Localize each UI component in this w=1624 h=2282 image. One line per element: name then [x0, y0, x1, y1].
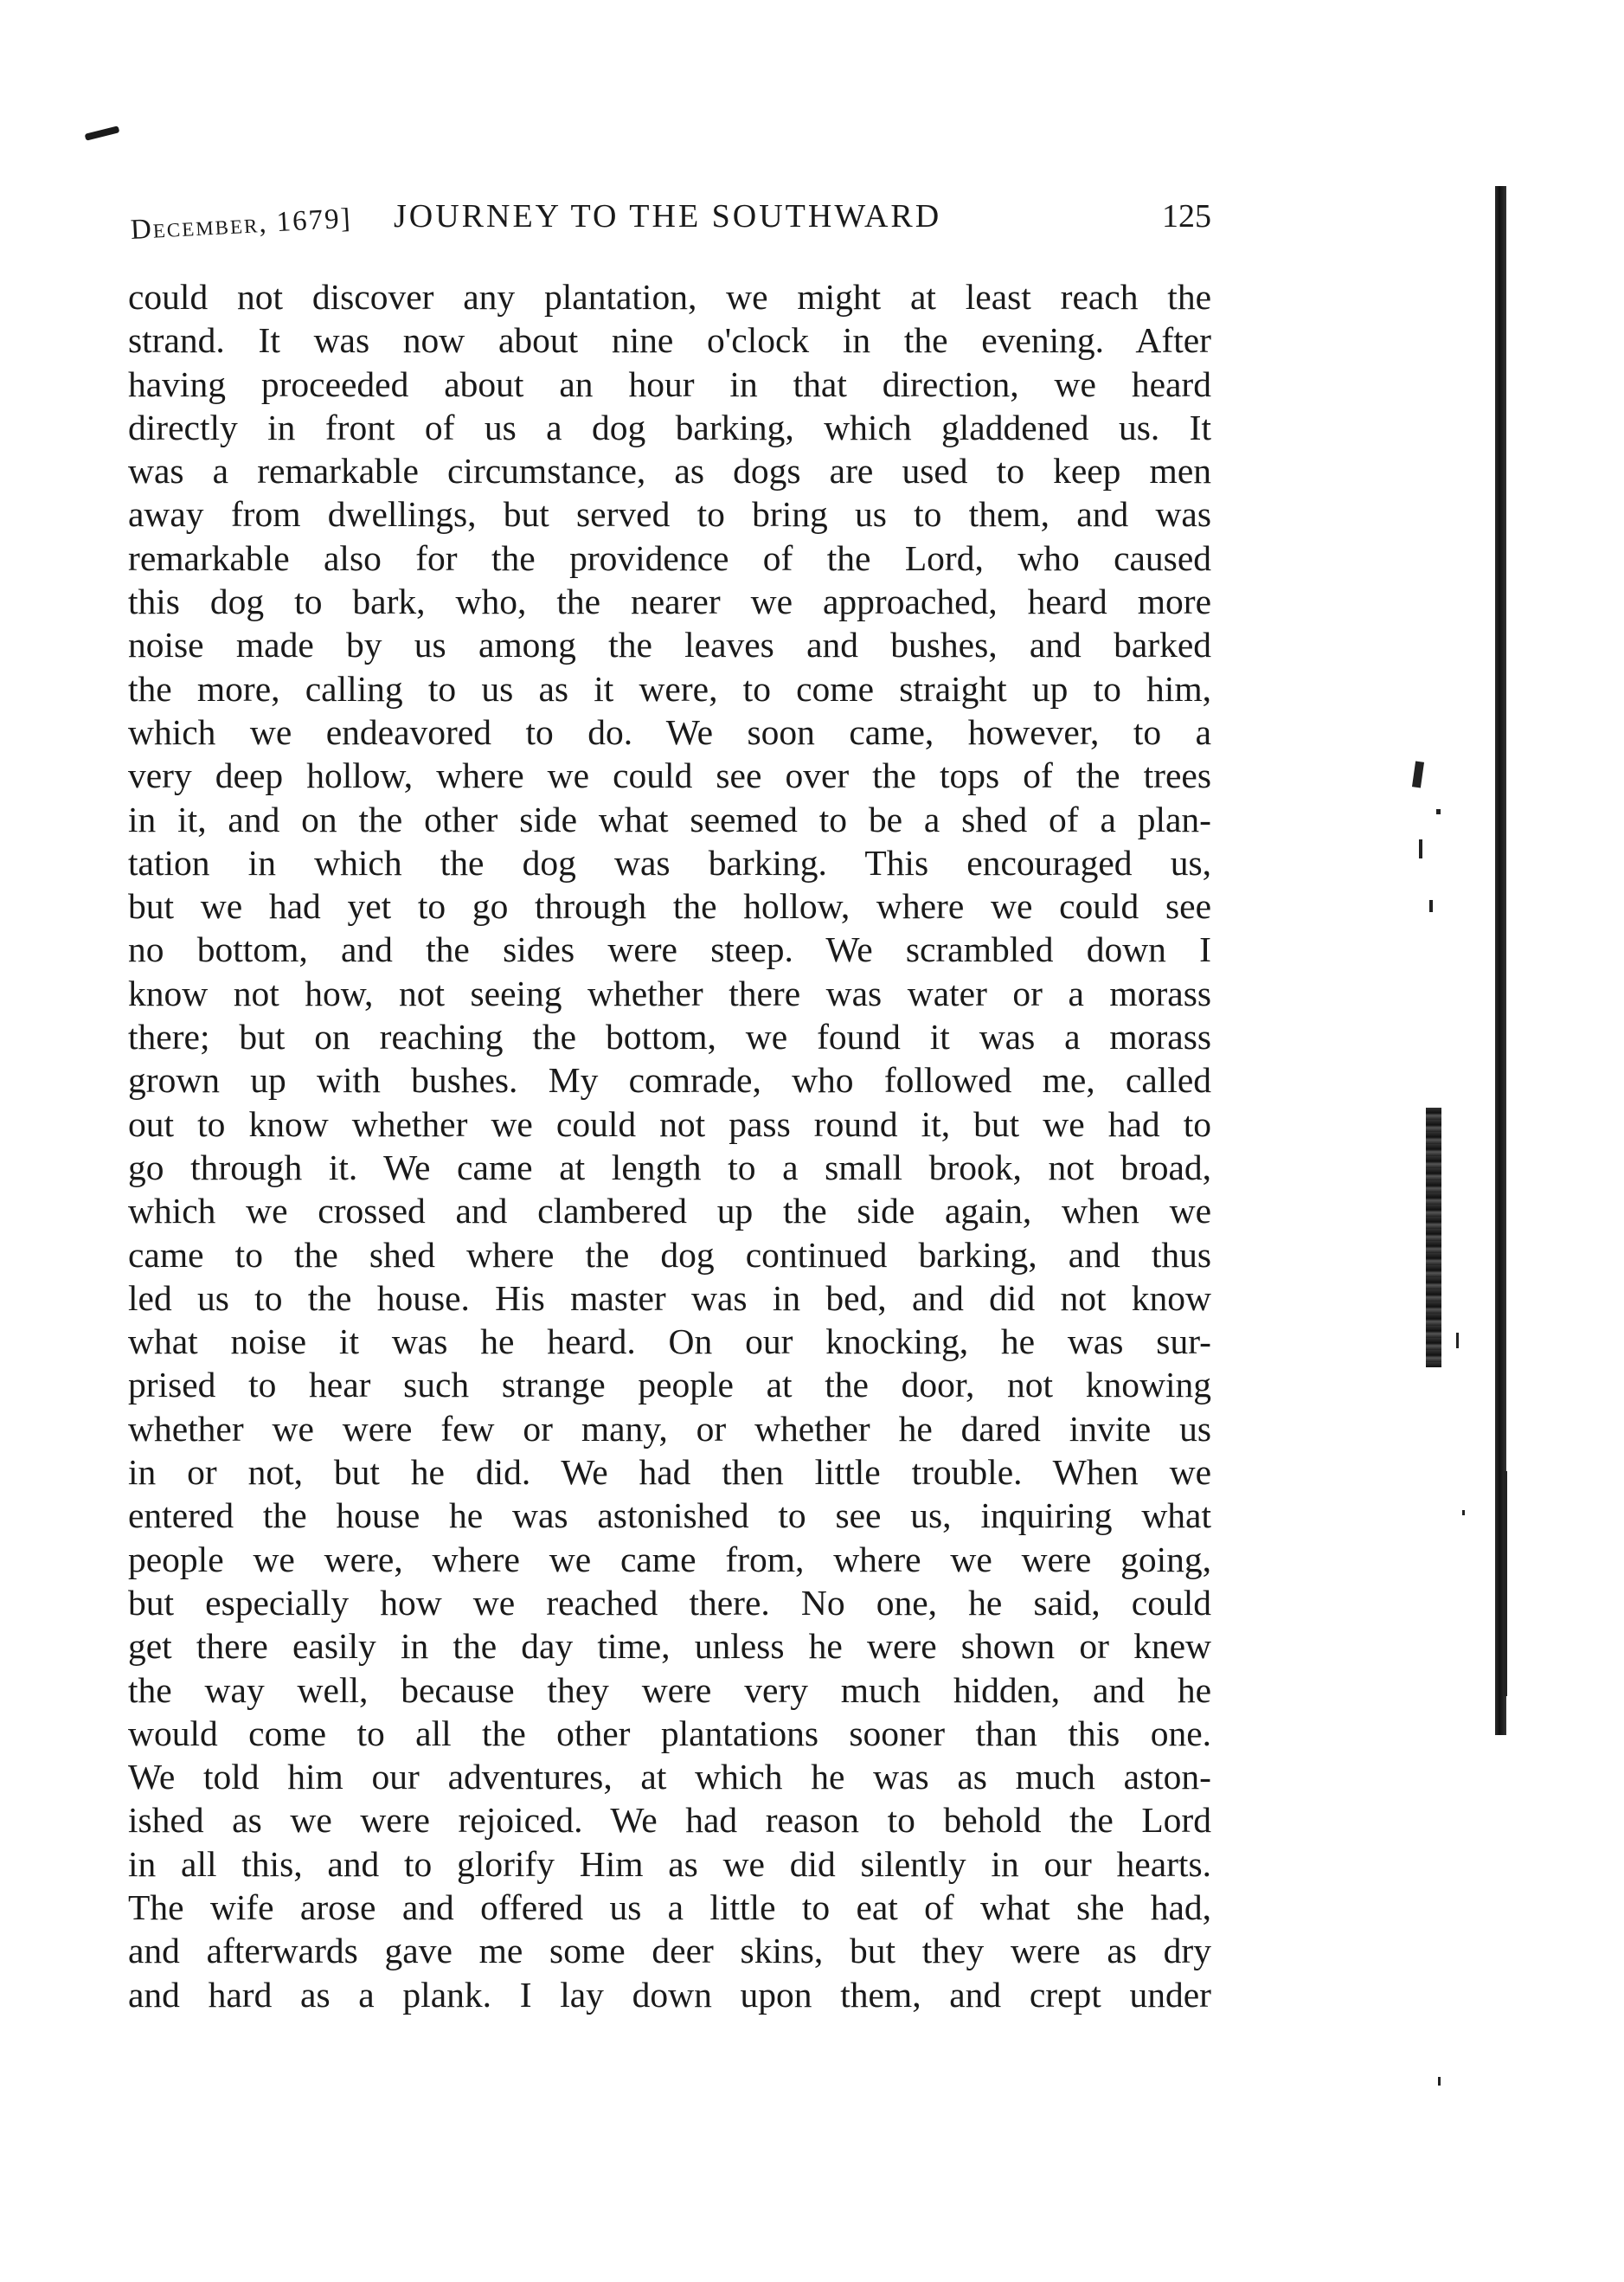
text-line: would come to all the other plantations sooner than this one. [128, 1713, 1211, 1753]
scan-speck [1429, 900, 1433, 912]
text-line: very deep hollow, where we could see over the tops of the trees [128, 755, 1211, 796]
text-line: which we crossed and clambered up the side again, when we [128, 1191, 1211, 1231]
text-line: but we had yet to go through the hollow, where we could see [128, 886, 1211, 927]
text-line: We told him our adventures, at which he was as much aston- [128, 1757, 1211, 1797]
text-line: having proceeded about an hour in that direction, we heard [128, 363, 1211, 404]
text-line: the more, calling to us as it were, to come straight up to him, [128, 668, 1211, 709]
text-line: grown up with bushes. My comrade, who followed me, called [128, 1060, 1211, 1101]
text-line: came to the shed where the dog continued barking, and thus [128, 1234, 1211, 1275]
running-header [130, 197, 1211, 249]
text-line: there; but on reaching the bottom, we found it was a morass [128, 1017, 1211, 1057]
text-line: prised to hear such strange people at the door, not knowing [128, 1365, 1211, 1405]
scan-speck [1456, 1333, 1459, 1348]
text-line: led us to the house. His master was in bed, and did not know [128, 1277, 1211, 1318]
text-line: know not how, not seeing whether there was water or a morass [128, 973, 1211, 1013]
text-line: out to know whether we could not pass round it, but we had to [128, 1103, 1211, 1144]
text-line: directly in front of us a dog barking, which gladdened us. It [128, 407, 1211, 447]
text-line: in all this, and to glorify Him as we did silently in our hearts. [128, 1843, 1211, 1884]
text-line: ished as we were rejoiced. We had reason to behold the Lord [128, 1800, 1211, 1841]
text-line: in or not, but he did. We had then little trouble. When we [128, 1452, 1211, 1493]
text-line: noise made by us among the leaves and bushes, and barked [128, 625, 1211, 665]
text-line: in it, and on the other side what seemed to be a shed of a plan- [128, 799, 1211, 839]
text-line: could not discover any plantation, we might at least reach the [128, 277, 1211, 317]
page-number: 125 [1162, 198, 1211, 235]
text-line: the way well, because they were very much hidden, and he [128, 1669, 1211, 1710]
scan-speck [1419, 839, 1422, 858]
text-line: strand. It was now about nine o'clock in the evening. After [128, 320, 1211, 361]
text-line: people we were, where we came from, where we were going, [128, 1539, 1211, 1579]
text-line: entered the house he was astonished to see us, inquiring what [128, 1495, 1211, 1536]
text-line: get there easily in the day time, unless he were shown or knew [128, 1626, 1211, 1667]
scan-speck [1438, 2077, 1441, 2086]
text-line: remarkable also for the providence of the Lord, who caused [128, 537, 1211, 578]
scan-speck [1412, 761, 1424, 787]
text-line: what noise it was he heard. On our knocking, he was sur- [128, 1321, 1211, 1362]
text-line: tation in which the dog was barking. This encouraged us, [128, 842, 1211, 883]
text-line: was a remarkable circumstance, as dogs are used to keep men [128, 451, 1211, 492]
header-title: JOURNEY TO THE SOUTHWARD [394, 198, 942, 235]
text-line: no bottom, and the sides were steep. We scrambled down I [128, 929, 1211, 970]
text-line: The wife arose and offered us a little to eat of what she had, [128, 1887, 1211, 1927]
scan-speck [1426, 1108, 1441, 1367]
corner-ink-mark [85, 125, 120, 140]
scan-speck [1436, 809, 1441, 814]
text-line: away from dwellings, but served to bring us to them, and was [128, 494, 1211, 535]
text-line: which we endeavored to do. We soon came, however, to a [128, 711, 1211, 752]
header-date: December, 1679] [130, 202, 353, 246]
scan-speck [1462, 1510, 1465, 1515]
text-line: this dog to bark, who, the nearer we approached, heard more [128, 582, 1211, 622]
text-line: go through it. We came at length to a small brook, not broad, [128, 1147, 1211, 1187]
text-line: whether we were few or many, or whether he dared invite us [128, 1408, 1211, 1449]
text-line: but especially how we reached there. No one, he said, could [128, 1582, 1211, 1623]
binding-edge-line [1504, 1471, 1507, 1696]
text-line: and afterwards gave me some deer skins, but they were as dry [128, 1931, 1211, 1971]
body-text [128, 275, 1211, 2016]
text-line: and hard as a plank. I lay down upon them, and crept under [128, 1974, 1211, 2015]
